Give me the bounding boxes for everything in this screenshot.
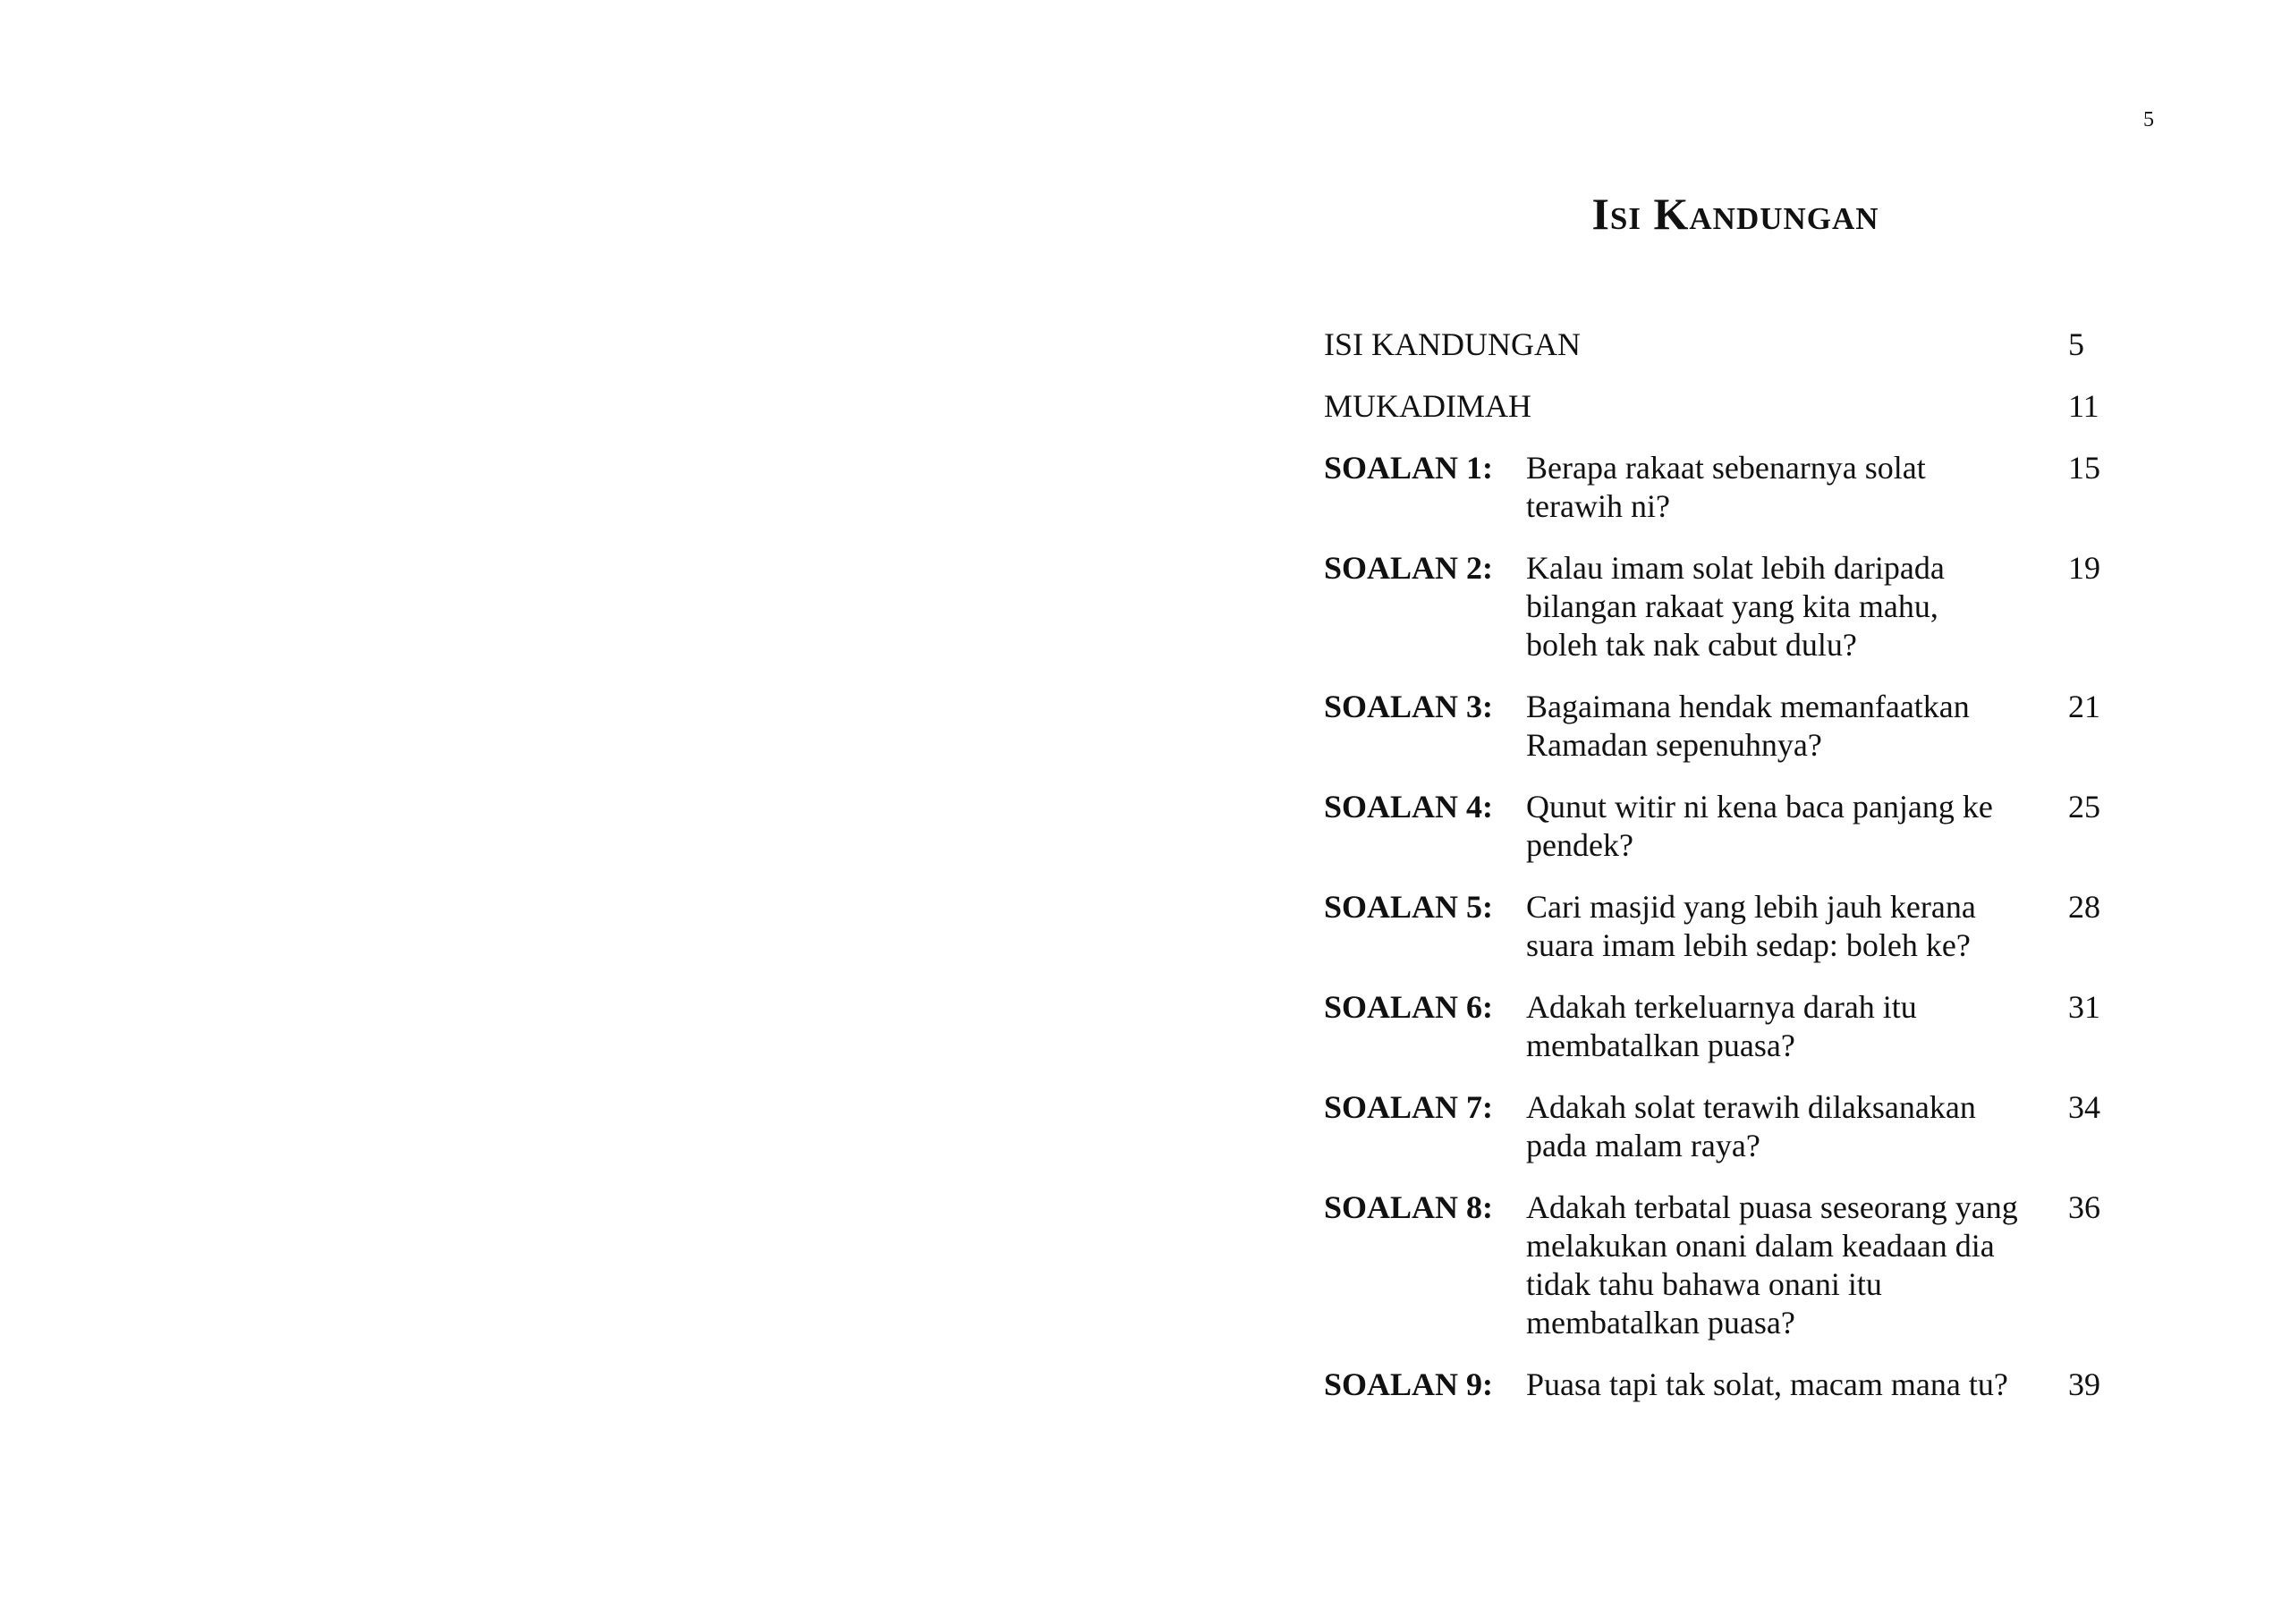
toc-question-line: Adakah terbatal puasa seseorang yang — [1526, 1189, 2018, 1225]
toc-question-number: SOALAN 6: — [1324, 989, 1494, 1025]
toc-question-text — [1526, 449, 2054, 526]
toc-question-number: SOALAN 9: — [1324, 1366, 1494, 1402]
toc-question-number: SOALAN 8: — [1324, 1189, 1494, 1225]
toc-question-line: Kalau imam solat lebih daripada — [1526, 550, 1945, 586]
toc-entry-page: 19 — [2068, 550, 2100, 586]
toc-entry-soalan-2 — [1324, 549, 2129, 664]
toc-entry-soalan-9 — [1324, 1366, 2129, 1404]
toc-question-line: Berapa rakaat sebenarnya solat — [1526, 450, 1926, 486]
toc-entry-soalan-3 — [1324, 688, 2129, 765]
toc-question-text — [1526, 888, 2054, 965]
toc-question-line: Adakah terkeluarnya darah itu — [1526, 989, 1917, 1025]
toc-entry-page: 39 — [2068, 1366, 2100, 1402]
toc-entry-label: MUKADIMAH — [1324, 388, 1531, 424]
toc-question-number: SOALAN 2: — [1324, 550, 1494, 586]
toc-question-text — [1526, 788, 2054, 865]
toc-question-line: bilangan rakaat yang kita mahu, — [1526, 588, 1938, 624]
toc-question-line: suara imam lebih sedap: boleh ke? — [1526, 927, 1971, 963]
toc-question-text — [1526, 688, 2054, 765]
toc-entry-soalan-6 — [1324, 988, 2129, 1065]
toc-question-line: boleh tak nak cabut dulu? — [1526, 627, 1857, 663]
toc-question-line: Puasa tapi tak solat, macam mana tu? — [1526, 1366, 2008, 1402]
toc-entry-page: 36 — [2068, 1189, 2100, 1225]
toc-question-text — [1526, 1088, 2054, 1165]
toc-question-line: pendek? — [1526, 827, 1633, 863]
toc-question-text — [1526, 1366, 2054, 1404]
toc-entry-label: ISI KANDUNGAN — [1324, 326, 1581, 362]
toc-question-number: SOALAN 4: — [1324, 789, 1494, 825]
toc-question-line: melakukan onani dalam keadaan dia — [1526, 1228, 1995, 1264]
table-of-contents — [1324, 326, 2129, 1427]
toc-entry-soalan-8 — [1324, 1188, 2129, 1342]
toc-question-line: Cari masjid yang lebih jauh kerana — [1526, 889, 1976, 925]
toc-question-line: tidak tahu bahawa onani itu — [1526, 1266, 1882, 1302]
toc-question-number: SOALAN 7: — [1324, 1089, 1494, 1125]
page-number: 5 — [2143, 108, 2154, 131]
toc-question-line: membatalkan puasa? — [1526, 1305, 1795, 1341]
toc-entry-page: 25 — [2068, 789, 2100, 825]
toc-entry-page: 21 — [2068, 689, 2100, 724]
toc-entry-soalan-1 — [1324, 449, 2129, 526]
toc-question-number: SOALAN 5: — [1324, 889, 1494, 925]
toc-entry-isi-kandungan — [1324, 326, 2129, 364]
toc-entry-page: 28 — [2068, 889, 2100, 925]
toc-entry-soalan-5 — [1324, 888, 2129, 965]
toc-question-line: Qunut witir ni kena baca panjang ke — [1526, 789, 1993, 825]
toc-entry-page: 15 — [2068, 450, 2100, 486]
toc-question-number: SOALAN 3: — [1324, 689, 1494, 724]
toc-entry-page: 31 — [2068, 989, 2100, 1025]
toc-question-text — [1526, 1188, 2054, 1342]
toc-question-number: SOALAN 1: — [1324, 450, 1494, 486]
toc-question-line: Adakah solat terawih dilaksanakan — [1526, 1089, 1976, 1125]
toc-question-line: terawih ni? — [1526, 488, 1670, 524]
toc-question-text — [1526, 549, 2054, 664]
toc-question-line: Bagaimana hendak memanfaatkan — [1526, 689, 1970, 724]
toc-entry-soalan-7 — [1324, 1088, 2129, 1165]
page-title: Isi Kandungan — [1591, 189, 1879, 239]
toc-entry-page: 11 — [2068, 388, 2099, 424]
toc-entry-page: 5 — [2068, 326, 2084, 362]
toc-question-line: pada malam raya? — [1526, 1128, 1760, 1163]
toc-question-line: membatalkan puasa? — [1526, 1028, 1795, 1063]
toc-entry-page: 34 — [2068, 1089, 2100, 1125]
toc-entry-soalan-4 — [1324, 788, 2129, 865]
toc-entry-mukadimah — [1324, 387, 2129, 426]
toc-question-text — [1526, 988, 2054, 1065]
toc-question-line: Ramadan sepenuhnya? — [1526, 727, 1822, 763]
